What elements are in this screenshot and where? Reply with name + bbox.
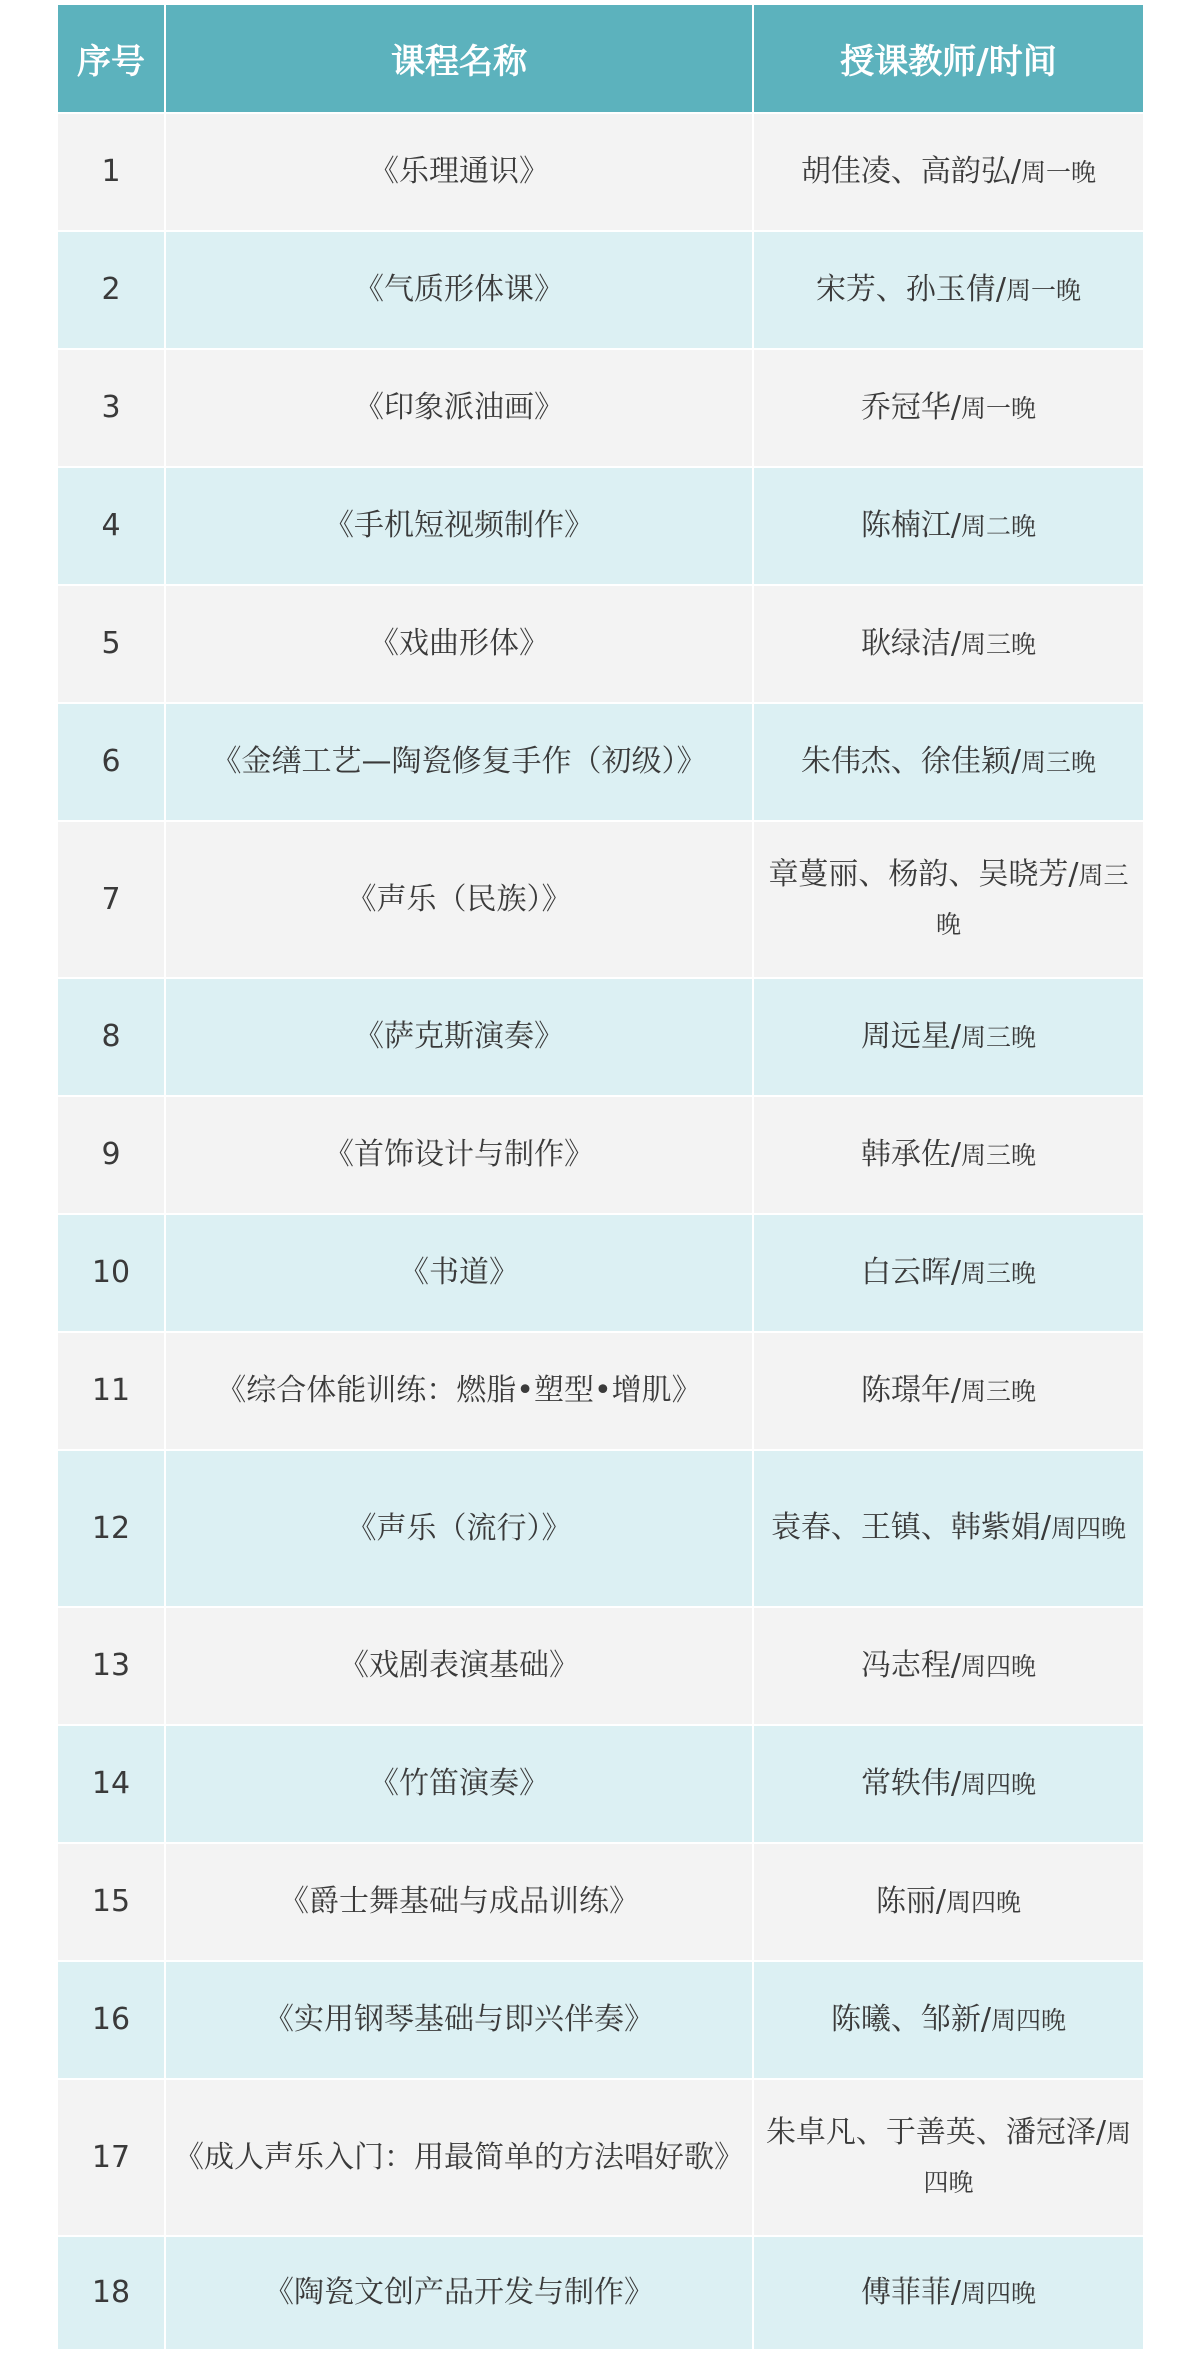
teacher-names: 周远星/ [860, 1018, 962, 1054]
row-number: 1 [58, 113, 165, 231]
course-name: 《戏剧表演基础》 [165, 1607, 753, 1725]
teacher-time-cell [753, 1607, 1143, 1725]
teacher-time-cell [753, 1450, 1143, 1607]
teacher-time-cell [753, 113, 1143, 231]
class-time: 周三晚 [935, 860, 1129, 939]
class-time: 周三晚 [1021, 747, 1097, 777]
class-time: 周四晚 [946, 1887, 1022, 1917]
teacher-names: 韩承佐/ [860, 1136, 962, 1172]
header-teacher-time: 授课教师/时间 [753, 5, 1143, 113]
class-time: 周四晚 [923, 2118, 1132, 2197]
teacher-names: 陈丽/ [875, 1883, 947, 1919]
teacher-time-cell [753, 585, 1143, 703]
table-row [58, 1332, 1143, 1450]
teacher-names: 傅菲菲/ [860, 2274, 962, 2310]
row-number: 4 [58, 467, 165, 585]
table-body [58, 113, 1143, 2349]
teacher-time-cell [753, 1843, 1143, 1961]
course-name: 《书道》 [165, 1214, 753, 1332]
teacher-time-cell [753, 1961, 1143, 2079]
row-number: 17 [58, 2079, 165, 2236]
teacher-names: 耿绿洁/ [860, 625, 962, 661]
teacher-names: 陈璟年/ [860, 1372, 962, 1408]
row-number: 2 [58, 231, 165, 349]
teacher-names: 常轶伟/ [860, 1765, 962, 1801]
class-time: 周四晚 [961, 1769, 1037, 1799]
table-row [58, 1214, 1143, 1332]
table-row [58, 1450, 1143, 1607]
teacher-names: 陈曦、邹新/ [830, 2001, 992, 2037]
course-schedule-table [58, 5, 1143, 2349]
table-row [58, 467, 1143, 585]
course-name: 《实用钢琴基础与即兴伴奏》 [165, 1961, 753, 2079]
teacher-time-cell [753, 1332, 1143, 1450]
teacher-time-cell [753, 467, 1143, 585]
teacher-names: 宋芳、孙玉倩/ [815, 271, 1007, 307]
table-row [58, 978, 1143, 1096]
table-row [58, 113, 1143, 231]
course-name: 《声乐（流行）》 [165, 1450, 753, 1607]
row-number: 10 [58, 1214, 165, 1332]
teacher-names: 袁春、王镇、韩紫娟/ [770, 1510, 1052, 1545]
course-name: 《综合体能训练：燃脂•塑型•增肌》 [165, 1332, 753, 1450]
table-row [58, 1096, 1143, 1214]
table-row [58, 1961, 1143, 2079]
row-number: 14 [58, 1725, 165, 1843]
course-name: 《萨克斯演奏》 [165, 978, 753, 1096]
class-time: 周一晚 [1021, 157, 1097, 187]
course-name: 《手机短视频制作》 [165, 467, 753, 585]
class-time: 周一晚 [961, 393, 1037, 423]
table-row [58, 2079, 1143, 2236]
table-row [58, 2236, 1143, 2349]
class-time: 周三晚 [961, 1376, 1037, 1406]
course-name: 《金缮工艺—陶瓷修复手作（初级）》 [165, 703, 753, 821]
row-number: 5 [58, 585, 165, 703]
teacher-time-cell [753, 1214, 1143, 1332]
class-time: 周二晚 [961, 511, 1037, 541]
class-time: 周四晚 [991, 2005, 1067, 2035]
teacher-time-cell [753, 978, 1143, 1096]
course-name: 《气质形体课》 [165, 231, 753, 349]
teacher-names: 章蔓丽、杨韵、吴晓芳/ [768, 856, 1079, 892]
class-time: 周三晚 [961, 1258, 1037, 1288]
class-time: 周三晚 [961, 1022, 1037, 1052]
row-number: 18 [58, 2236, 165, 2349]
course-name: 《陶瓷文创产品开发与制作》 [165, 2236, 753, 2349]
teacher-names: 胡佳凌、高韵弘/ [800, 153, 1022, 189]
class-time: 周四晚 [1051, 1514, 1127, 1543]
row-number: 15 [58, 1843, 165, 1961]
row-number: 9 [58, 1096, 165, 1214]
row-number: 8 [58, 978, 165, 1096]
teacher-time-cell [753, 2236, 1143, 2349]
course-name: 《声乐（民族）》 [165, 821, 753, 978]
row-number: 11 [58, 1332, 165, 1450]
class-time: 周一晚 [1006, 275, 1082, 305]
course-name: 《成人声乐入门：用最简单的方法唱好歌》 [165, 2079, 753, 2236]
table-row [58, 349, 1143, 467]
header-number: 序号 [58, 5, 165, 113]
teacher-time-cell [753, 349, 1143, 467]
teacher-time-cell [753, 1725, 1143, 1843]
table-row [58, 1725, 1143, 1843]
course-name: 《乐理通识》 [165, 113, 753, 231]
teacher-time-cell [753, 703, 1143, 821]
class-time: 周三晚 [961, 1140, 1037, 1170]
teacher-time-cell [753, 231, 1143, 349]
table-row [58, 821, 1143, 978]
header-course-name: 课程名称 [165, 5, 753, 113]
course-name: 《爵士舞基础与成品训练》 [165, 1843, 753, 1961]
table-row [58, 1843, 1143, 1961]
teacher-names: 陈楠江/ [860, 507, 962, 543]
teacher-time-cell [753, 1096, 1143, 1214]
course-name: 《竹笛演奏》 [165, 1725, 753, 1843]
teacher-names: 白云晖/ [860, 1254, 962, 1290]
table-row [58, 1607, 1143, 1725]
course-name: 《戏曲形体》 [165, 585, 753, 703]
teacher-names: 朱伟杰、徐佳颖/ [800, 743, 1022, 779]
course-name: 《印象派油画》 [165, 349, 753, 467]
course-name: 《首饰设计与制作》 [165, 1096, 753, 1214]
teacher-names: 乔冠华/ [860, 389, 962, 425]
row-number: 13 [58, 1607, 165, 1725]
teacher-names: 冯志程/ [860, 1647, 962, 1683]
row-number: 3 [58, 349, 165, 467]
row-number: 16 [58, 1961, 165, 2079]
teacher-time-cell [753, 821, 1143, 978]
row-number: 6 [58, 703, 165, 821]
teacher-time-cell [753, 2079, 1143, 2236]
table-header-row [58, 5, 1143, 113]
row-number: 7 [58, 821, 165, 978]
table-row [58, 703, 1143, 821]
row-number: 12 [58, 1450, 165, 1607]
class-time: 周四晚 [961, 2278, 1037, 2308]
table-row [58, 585, 1143, 703]
class-time: 周四晚 [961, 1651, 1037, 1681]
table-row [58, 231, 1143, 349]
class-time: 周三晚 [961, 629, 1037, 659]
teacher-names: 朱卓凡、于善英、潘冠泽/ [765, 2114, 1107, 2150]
